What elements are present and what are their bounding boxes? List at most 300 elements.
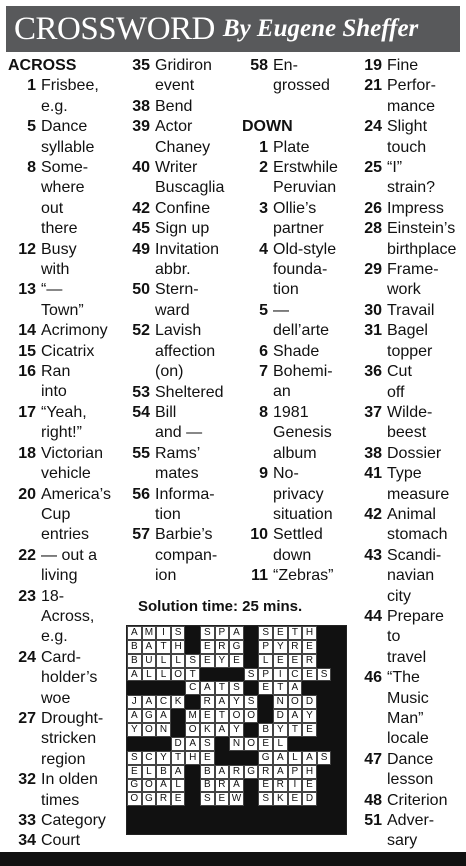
grid-letter-cell: Y bbox=[229, 723, 244, 737]
grid-black-cell bbox=[331, 626, 346, 640]
clue-line: Confine bbox=[155, 199, 211, 217]
clue bbox=[242, 138, 360, 158]
clue-line: — bbox=[273, 301, 289, 319]
clue-number: 23 bbox=[18, 587, 36, 605]
grid-black-cell bbox=[156, 681, 171, 695]
clue-line: Criterion bbox=[387, 791, 448, 809]
clue-text bbox=[387, 464, 466, 505]
grid-letter-cell: A bbox=[302, 751, 317, 765]
grid-letter-cell: G bbox=[142, 709, 157, 723]
grid-black-cell bbox=[317, 681, 332, 695]
clue-line: Bill bbox=[155, 403, 177, 421]
grid-letter-cell: T bbox=[171, 751, 186, 765]
clue-line: Prepare bbox=[387, 607, 444, 625]
clue-text bbox=[273, 403, 360, 464]
clue-line: — out a bbox=[41, 546, 98, 564]
clue-line: topper bbox=[387, 342, 433, 360]
solution-time: Solution time: 25 mins. bbox=[138, 598, 303, 615]
clue bbox=[356, 158, 466, 199]
grid-black-cell bbox=[171, 806, 186, 820]
grid-letter-cell: T bbox=[185, 668, 200, 682]
clue-number: 27 bbox=[18, 709, 36, 727]
clue bbox=[124, 219, 240, 239]
clue bbox=[242, 342, 360, 362]
grid-black-cell bbox=[142, 681, 157, 695]
clue-line: Erstwhile bbox=[273, 159, 338, 176]
grid-black-cell bbox=[156, 737, 171, 751]
grid-letter-cell: E bbox=[200, 709, 215, 723]
clue bbox=[124, 403, 240, 444]
grid-letter-cell: C bbox=[142, 751, 157, 765]
clue bbox=[124, 117, 240, 158]
grid-letter-cell: E bbox=[200, 640, 215, 654]
clue-text bbox=[387, 321, 466, 362]
clue bbox=[124, 444, 240, 485]
grid-letter-cell: E bbox=[288, 792, 303, 806]
clue-text bbox=[273, 199, 360, 240]
grid-black-cell bbox=[244, 681, 259, 695]
clue-number: 32 bbox=[18, 771, 36, 789]
clue-line: abbr. bbox=[155, 261, 191, 279]
grid-black-cell bbox=[142, 820, 157, 834]
clue-text bbox=[387, 362, 466, 403]
grid-letter-cell: R bbox=[156, 792, 171, 806]
grid-black-cell bbox=[258, 820, 273, 834]
grid-letter-cell: E bbox=[215, 792, 230, 806]
grid-black-cell bbox=[317, 626, 332, 640]
clue-text bbox=[387, 117, 466, 158]
grid-black-cell bbox=[317, 765, 332, 779]
grid-letter-cell: W bbox=[229, 792, 244, 806]
grid-letter-cell: Y bbox=[156, 751, 171, 765]
clue-line: Frisbee, bbox=[41, 77, 99, 95]
grid-black-cell bbox=[127, 737, 142, 751]
clue bbox=[124, 56, 240, 97]
grid-black-cell bbox=[244, 654, 259, 668]
clue-line: navian bbox=[387, 567, 435, 585]
clue-line: Music bbox=[387, 689, 429, 707]
clue-line: Fine bbox=[387, 57, 419, 74]
clue-line: Stern- bbox=[155, 281, 199, 299]
grid-letter-cell: E bbox=[273, 626, 288, 640]
grid-letter-cell: A bbox=[156, 709, 171, 723]
clue-line: measure bbox=[387, 485, 450, 503]
clue-line: tion bbox=[273, 281, 299, 299]
clue-text bbox=[155, 219, 240, 239]
grid-letter-cell: P bbox=[258, 668, 273, 682]
grid-letter-cell: E bbox=[200, 751, 215, 765]
grid-black-cell bbox=[317, 779, 332, 793]
grid-black-cell bbox=[317, 806, 332, 820]
clue-text bbox=[41, 587, 124, 648]
grid-black-cell bbox=[273, 820, 288, 834]
clue-line: ion bbox=[155, 567, 177, 585]
grid-black-cell bbox=[288, 737, 303, 751]
clue-number: 25 bbox=[364, 159, 382, 177]
grid-black-cell bbox=[200, 668, 215, 682]
grid-letter-cell: S bbox=[171, 626, 186, 640]
grid-black-cell bbox=[331, 820, 346, 834]
clue bbox=[8, 485, 124, 546]
clue-line: Card- bbox=[41, 648, 82, 666]
clue-text bbox=[41, 444, 124, 485]
clue-number: 57 bbox=[132, 526, 150, 544]
clue bbox=[8, 648, 124, 709]
grid-letter-cell: E bbox=[127, 765, 142, 779]
grid-letter-cell: D bbox=[302, 695, 317, 709]
clue-line: Across, bbox=[41, 607, 95, 625]
grid-letter-cell: L bbox=[142, 765, 157, 779]
clue-line: travel bbox=[387, 648, 427, 666]
grid-black-cell bbox=[156, 820, 171, 834]
grid-letter-cell: E bbox=[302, 779, 317, 793]
clue-line: “I” bbox=[387, 159, 403, 177]
clue bbox=[8, 321, 124, 341]
clue-text bbox=[387, 260, 466, 301]
clue-text bbox=[273, 464, 360, 525]
grid-letter-cell: T bbox=[215, 709, 230, 723]
grid-black-cell bbox=[258, 695, 273, 709]
grid-letter-cell: R bbox=[273, 779, 288, 793]
grid-letter-cell: J bbox=[127, 695, 142, 709]
grid-letter-cell: L bbox=[288, 751, 303, 765]
clue-line: there bbox=[41, 220, 78, 238]
clue-line: Plate bbox=[273, 138, 310, 156]
grid-letter-cell: R bbox=[215, 779, 230, 793]
clue-line: Perfor- bbox=[387, 77, 436, 95]
grid-letter-cell: Y bbox=[302, 709, 317, 723]
clue-number: 1 bbox=[27, 77, 36, 95]
grid-letter-cell: S bbox=[200, 737, 215, 751]
clue-line: Informa- bbox=[155, 485, 215, 503]
clue-line: e.g. bbox=[41, 628, 68, 646]
clue bbox=[8, 158, 124, 240]
clue-line: Impress bbox=[387, 199, 444, 217]
grid-letter-cell: B bbox=[127, 654, 142, 668]
clue bbox=[356, 321, 466, 362]
clue-line: stomach bbox=[387, 526, 448, 544]
clue-text bbox=[41, 403, 124, 444]
clue bbox=[8, 831, 124, 851]
grid-letter-cell: N bbox=[156, 723, 171, 737]
grid-letter-cell: Y bbox=[215, 654, 230, 668]
clue-line: compan- bbox=[155, 546, 218, 564]
grid-letter-cell: U bbox=[142, 654, 157, 668]
clue-line: sary bbox=[387, 832, 418, 850]
clue-line: partner bbox=[273, 220, 324, 238]
grid-letter-cell: A bbox=[171, 765, 186, 779]
clue bbox=[356, 362, 466, 403]
grid-letter-cell: N bbox=[229, 737, 244, 751]
grid-letter-cell: O bbox=[142, 779, 157, 793]
clue-text bbox=[155, 485, 240, 526]
grid-letter-cell: Y bbox=[273, 640, 288, 654]
clue-text bbox=[155, 383, 240, 403]
clue-line: to bbox=[387, 628, 401, 646]
clue-column-3 bbox=[242, 56, 360, 587]
clue-line: beest bbox=[387, 424, 427, 442]
clue-number: 54 bbox=[132, 403, 150, 421]
grid-letter-cell: E bbox=[273, 654, 288, 668]
clue-line: Chaney bbox=[155, 138, 211, 156]
grid-letter-cell: G bbox=[258, 751, 273, 765]
clue-line: Animal bbox=[387, 505, 436, 523]
clue-text bbox=[387, 158, 466, 199]
grid-black-cell bbox=[317, 737, 332, 751]
clue-line: Man” bbox=[387, 710, 424, 727]
grid-letter-cell: L bbox=[171, 654, 186, 668]
clue-number: 48 bbox=[364, 791, 382, 809]
grid-letter-cell: O bbox=[127, 792, 142, 806]
grid-black-cell bbox=[273, 806, 288, 820]
clue-number: 43 bbox=[364, 546, 382, 564]
grid-letter-cell: E bbox=[302, 668, 317, 682]
grid-letter-cell: S bbox=[258, 626, 273, 640]
grid-letter-cell: S bbox=[200, 626, 215, 640]
clue-number: 20 bbox=[18, 485, 36, 503]
clue-text bbox=[387, 505, 466, 546]
clue-line: Actor bbox=[155, 118, 193, 136]
clue-line: Lavish bbox=[155, 322, 202, 340]
clue-text bbox=[387, 791, 466, 811]
grid-letter-cell: A bbox=[215, 723, 230, 737]
clue-line: album bbox=[273, 444, 317, 462]
clue-text bbox=[41, 648, 124, 709]
clue-line: “Yeah, bbox=[41, 403, 87, 421]
grid-black-cell bbox=[244, 626, 259, 640]
clue-text bbox=[387, 811, 466, 852]
clue-number: 28 bbox=[364, 220, 382, 238]
clue-line: entries bbox=[41, 526, 90, 544]
clue-line: Buscaglia bbox=[155, 179, 225, 197]
grid-letter-cell: S bbox=[185, 654, 200, 668]
grid-letter-cell: A bbox=[288, 681, 303, 695]
clue-line: event bbox=[155, 77, 195, 95]
grid-letter-cell: R bbox=[200, 695, 215, 709]
clue-number: 14 bbox=[18, 322, 36, 340]
grid-black-cell bbox=[244, 723, 259, 737]
clue-line: Bagel bbox=[387, 322, 428, 340]
grid-black-cell bbox=[331, 765, 346, 779]
clue-line: Dance bbox=[387, 750, 434, 768]
grid-letter-cell: T bbox=[156, 640, 171, 654]
grid-letter-cell: B bbox=[258, 723, 273, 737]
clue-text bbox=[387, 750, 466, 791]
grid-black-cell bbox=[331, 779, 346, 793]
clue-number: 33 bbox=[18, 812, 36, 830]
clue-text bbox=[155, 97, 240, 117]
grid-black-cell bbox=[185, 695, 200, 709]
clue-line: ward bbox=[155, 301, 190, 319]
grid-letter-cell: A bbox=[127, 668, 142, 682]
grid-letter-cell: E bbox=[171, 792, 186, 806]
clue-number: 9 bbox=[259, 465, 268, 483]
clue-number: 29 bbox=[364, 261, 382, 279]
clue bbox=[8, 342, 124, 362]
clue-line: founda- bbox=[273, 261, 328, 279]
clue-line: Cup bbox=[41, 505, 71, 523]
grid-black-cell bbox=[244, 751, 259, 765]
clue bbox=[242, 199, 360, 240]
clue-number: 39 bbox=[132, 118, 150, 136]
clue-text bbox=[387, 668, 466, 750]
clue-line: tion bbox=[155, 505, 181, 523]
grid-letter-cell: C bbox=[185, 681, 200, 695]
grid-black-cell bbox=[302, 820, 317, 834]
clue-line: Einstein’s bbox=[387, 220, 456, 238]
grid-black-cell bbox=[229, 668, 244, 682]
grid-letter-cell: Y bbox=[127, 723, 142, 737]
clue bbox=[242, 301, 360, 342]
grid-letter-cell: E bbox=[302, 723, 317, 737]
grid-letter-cell: E bbox=[200, 654, 215, 668]
clue-number: 31 bbox=[364, 322, 382, 340]
grid-letter-cell: A bbox=[156, 779, 171, 793]
clue-number: 2 bbox=[259, 159, 268, 176]
clue-line: Cicatrix bbox=[41, 342, 95, 360]
clue-number: 5 bbox=[27, 118, 36, 136]
clue-line: vehicle bbox=[41, 465, 91, 483]
clue bbox=[356, 464, 466, 505]
clue-text bbox=[155, 525, 240, 586]
clue-line: Frame- bbox=[387, 261, 439, 279]
grid-letter-cell: B bbox=[127, 640, 142, 654]
clue-line: Some- bbox=[41, 159, 89, 177]
grid-black-cell bbox=[185, 806, 200, 820]
clue-number: 12 bbox=[18, 240, 36, 258]
grid-black-cell bbox=[142, 806, 157, 820]
clue bbox=[124, 199, 240, 219]
clue bbox=[242, 403, 360, 464]
grid-letter-cell: L bbox=[156, 654, 171, 668]
grid-black-cell bbox=[317, 820, 332, 834]
clue-number: 8 bbox=[259, 403, 268, 421]
grid-black-cell bbox=[185, 792, 200, 806]
clue-line: Drought- bbox=[41, 709, 104, 727]
clue-line: out bbox=[41, 199, 64, 217]
clue-line: where bbox=[41, 179, 85, 197]
grid-letter-cell: O bbox=[142, 723, 157, 737]
grid-black-cell bbox=[127, 806, 142, 820]
clue-number: 1 bbox=[259, 138, 268, 156]
clue bbox=[356, 546, 466, 607]
clue-column-4 bbox=[356, 56, 466, 852]
clue-number: 7 bbox=[259, 363, 268, 381]
grid-letter-cell: T bbox=[215, 681, 230, 695]
grid-black-cell bbox=[229, 820, 244, 834]
clue-line: Sign up bbox=[155, 220, 210, 238]
clue bbox=[242, 240, 360, 301]
clue-line: Scandi- bbox=[387, 546, 442, 564]
clue-text bbox=[387, 76, 466, 117]
grid-letter-cell: K bbox=[273, 792, 288, 806]
clue-number: 46 bbox=[364, 669, 382, 687]
spacer bbox=[242, 97, 360, 117]
clue-text bbox=[41, 831, 124, 851]
solution-grid bbox=[126, 625, 347, 835]
grid-letter-cell: S bbox=[244, 695, 259, 709]
clue-text bbox=[41, 485, 124, 546]
grid-letter-cell: M bbox=[185, 709, 200, 723]
grid-black-cell bbox=[171, 709, 186, 723]
clue-text bbox=[387, 301, 466, 321]
grid-letter-cell: O bbox=[185, 723, 200, 737]
grid-black-cell bbox=[215, 806, 230, 820]
grid-letter-cell: A bbox=[142, 640, 157, 654]
clue bbox=[124, 97, 240, 117]
clue-number: 51 bbox=[364, 812, 382, 830]
clue bbox=[356, 811, 466, 852]
grid-letter-cell: P bbox=[258, 640, 273, 654]
clue-line: Slight bbox=[387, 118, 428, 136]
clue-line: touch bbox=[387, 138, 427, 156]
grid-black-cell bbox=[331, 751, 346, 765]
clue bbox=[8, 546, 124, 587]
grid-letter-cell: L bbox=[142, 668, 157, 682]
grid-black-cell bbox=[185, 820, 200, 834]
grid-black-cell bbox=[244, 640, 259, 654]
grid-black-cell bbox=[244, 806, 259, 820]
grid-black-cell bbox=[229, 806, 244, 820]
grid-black-cell bbox=[317, 654, 332, 668]
clue-line: Settled bbox=[273, 526, 323, 544]
clue-line: stricken bbox=[41, 730, 97, 748]
clue-line: Town” bbox=[41, 301, 84, 319]
clue-line: birthplace bbox=[387, 240, 457, 258]
down-heading: DOWN bbox=[242, 118, 293, 136]
clue bbox=[8, 76, 124, 117]
clue-number: 30 bbox=[364, 301, 382, 319]
clue-number: 16 bbox=[18, 363, 36, 381]
grid-letter-cell: A bbox=[215, 765, 230, 779]
clue-line: Peruvian bbox=[273, 179, 337, 197]
clue bbox=[356, 791, 466, 811]
clue bbox=[124, 525, 240, 586]
clue-number: 8 bbox=[27, 159, 36, 177]
clue-line: region bbox=[41, 750, 86, 768]
clue-number: 6 bbox=[259, 342, 268, 360]
clue-line: Travail bbox=[387, 301, 435, 319]
clue bbox=[8, 362, 124, 403]
grid-letter-cell: H bbox=[171, 640, 186, 654]
clue-line: city bbox=[387, 587, 411, 605]
grid-black-cell bbox=[215, 751, 230, 765]
clue-number: 36 bbox=[364, 363, 382, 381]
grid-letter-cell: T bbox=[273, 681, 288, 695]
clue bbox=[356, 505, 466, 546]
clue-line: Sheltered bbox=[155, 383, 224, 401]
clue-number: 49 bbox=[132, 240, 150, 258]
clue-text bbox=[41, 709, 124, 770]
grid-black-cell bbox=[288, 820, 303, 834]
clue-line: dell’arte bbox=[273, 322, 330, 340]
clue-number: 19 bbox=[364, 57, 382, 74]
clue-text bbox=[41, 770, 124, 811]
clue bbox=[356, 56, 466, 76]
grid-black-cell bbox=[244, 779, 259, 793]
grid-letter-cell: A bbox=[288, 709, 303, 723]
grid-black-cell bbox=[185, 765, 200, 779]
clue bbox=[242, 525, 360, 566]
grid-letter-cell: I bbox=[288, 779, 303, 793]
grid-black-cell bbox=[331, 723, 346, 737]
grid-letter-cell: E bbox=[258, 681, 273, 695]
grid-black-cell bbox=[331, 709, 346, 723]
grid-black-cell bbox=[331, 792, 346, 806]
clue-number: 58 bbox=[250, 57, 268, 74]
across-heading: ACROSS bbox=[8, 57, 77, 74]
grid-letter-cell: S bbox=[317, 751, 332, 765]
